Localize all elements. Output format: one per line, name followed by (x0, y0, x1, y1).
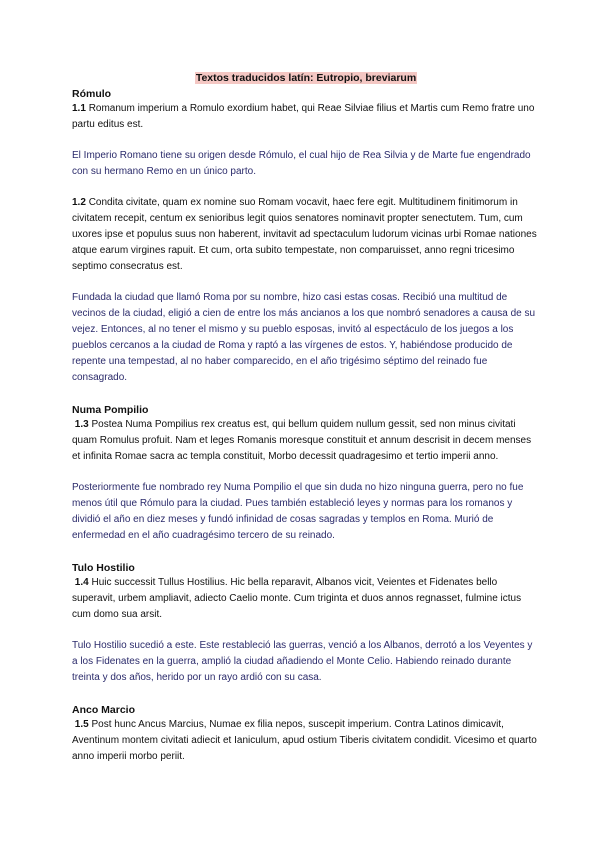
paragraph-number: 1.4 (74, 577, 89, 588)
spanish-paragraph-1-1: El Imperio Romano tiene su origen desde Rómulo, el cual hijo de Rea Silvia y de Marte fue engendrado con su hermano Remo en un único parto. (72, 150, 531, 177)
latin-text: Huic successit Tullus Hostilius. Hic bella reparavit, Albanos vicit, Veientes et Fidenates bello superavit, urbem ampliavit, adiecto Caelio monte. Cum triginta et duos annos regnasset, fulmine ictus cum domo sua arsit. (72, 577, 522, 620)
paragraph-number: 1.2 (72, 197, 86, 208)
spanish-paragraph-1-3: Posteriormente fue nombrado rey Numa Pompilio el que sin duda no hizo ninguna guerra, pero no fue menos útil que Rómulo para la ciudad. Pues también estableció leyes y normas para los romanos y dividió el año en diez meses y fundó infinidad de cosas sagradas y templos en Roma. Murió de enfermedad en el año cuadragésimo tercero de su reinado. (72, 482, 524, 541)
latin-paragraph-1-5 (72, 717, 540, 765)
spanish-paragraph-1-2: Fundada la ciudad que llamó Roma por su nombre, hizo casi estas cosas. Recibió una multitud de vecinos de la ciudad, eligió a cien de entre los más ancianos a los que nombró senadores a causa de su vejez. Entonces, al no tener el mismo y su pueblo esposas, invitó al espectáculo de los juegos a los pueblos cercanos a la ciudad de Roma y raptó a las vírgenes de estos. Y, habiéndose producido de repente una tempestad, al no haber comparecido, en el año trigésimo séptimo del reinado fue consagrado. (72, 292, 536, 383)
paragraph-number: 1.3 (74, 419, 89, 430)
document-title (72, 71, 540, 85)
paragraph-number: 1.5 (74, 719, 89, 730)
section-heading-anco-marcio: Anco Marcio (72, 704, 136, 716)
latin-paragraph-1-1 (72, 101, 540, 133)
latin-paragraph-1-4 (72, 575, 540, 623)
spanish-paragraph-1-4: Tulo Hostilio sucedió a este. Este restableció las guerras, venció a los Albanos, derrotó a los Veyentes y a los Fidenates en la guerra, amplió la ciudad añadiendo el Monte Celio. Habiendo reinado durante treinta y dos años, herido por un rayo ardió con su casa. (72, 640, 533, 683)
latin-paragraph-1-2 (72, 195, 540, 275)
section-heading-numa-pompilio: Numa Pompilio (72, 404, 149, 416)
latin-paragraph-1-3 (72, 417, 540, 465)
latin-text: Postea Numa Pompilius rex creatus est, qui bellum quidem nullum gessit, sed non minus civitati quam Romulus profuit. Nam et leges Romanis moresque constituit et annum descrisit in decem menses et infinita Romae sacra ac templa constituit, Morbo decessit quadragesimo et tertio imperii anno. (72, 419, 532, 462)
section-heading-romulo: Rómulo (72, 88, 112, 100)
latin-text: Condita civitate, quam ex nomine suo Romam vocavit, haec fere egit. Multitudinem finitimorum in civitatem recepit, centum ex senioribus legit quios senatores nominavit propter senectutem. Tum, cum uxores ipse et populus suus non haberent, invitavit ad spectaculum ludorum vicinas urbi Romae nationes atque earum virgines rapuit. Et cum, orta subito tempestate, non comparuisset, anno regni tricesimo septimo consecratus est. (72, 197, 537, 272)
latin-text: Romanum imperium a Romulo exordium habet, qui Reae Silviae filius et Martis cum Remo fratre uno partu editus est. (72, 103, 535, 130)
paragraph-number: 1.1 (72, 103, 86, 114)
document-title-text: Textos traducidos latín: Eutropio, breviarum (195, 72, 417, 84)
section-heading-tulo-hostilio: Tulo Hostilio (72, 562, 135, 574)
latin-text: Post hunc Ancus Marcius, Numae ex filia nepos, suscepit imperium. Contra Latinos dimicavit, Aventinum montem civitati adiecit et Ianiculum, apud ostium Tiberis civitatem condidit. Vicesimo et quarto anno imperii morbo periit. (72, 719, 537, 762)
